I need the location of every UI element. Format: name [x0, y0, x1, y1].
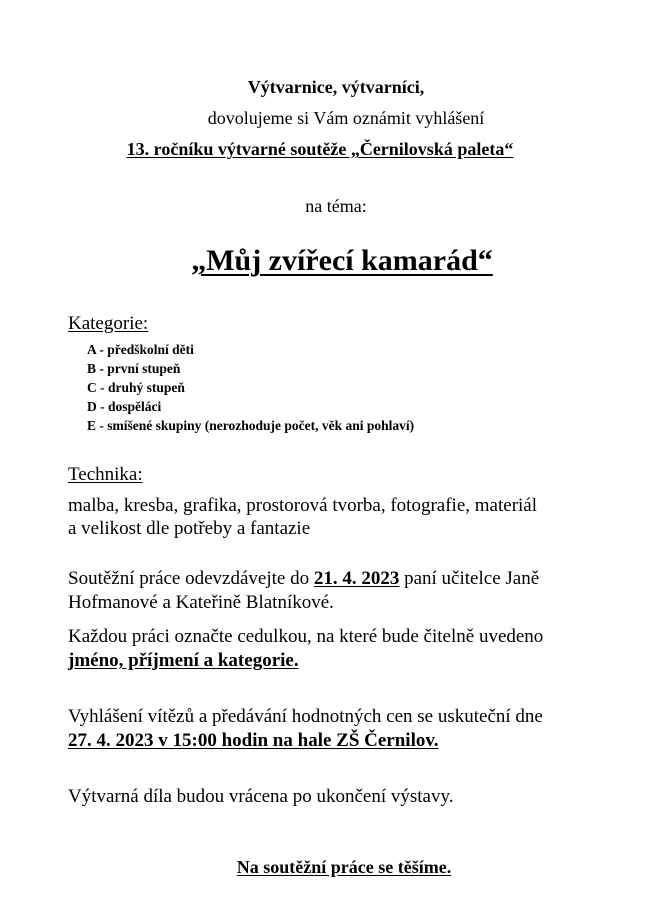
theme-intro: na téma:: [305, 196, 367, 216]
closing-text: Na soutěžní práce se těšíme.: [236, 857, 452, 877]
category-item: C - druhý stupeň: [87, 380, 185, 395]
contest-line: [0, 139, 656, 160]
theme-title-text: „Můj zvířecí kamarád“: [191, 244, 493, 277]
label-instruction: Každou práci označte cedulkou, na které bude čitelně uvedeno: [68, 626, 544, 647]
return-note: Výtvarná díla budou vrácena po ukončení výstavy.: [68, 786, 454, 807]
greeting: Výtvarnice, výtvarníci,: [247, 77, 425, 97]
technique-line: a velikost dle potřeby a fantazie: [68, 518, 311, 539]
announcement-date-place: 27. 4. 2023 v 15:00 hodin na hale ZŠ Černilov.: [68, 730, 439, 751]
category-item: A - předškolní děti: [87, 342, 194, 357]
theme-title: [6, 244, 672, 279]
category-item: E - smíšené skupiny (nerozhoduje počet, věk ani pohlaví): [87, 418, 415, 433]
submission-deadline: 21. 4. 2023: [313, 568, 400, 589]
announcement-line: Vyhlášení vítězů a předávání hodnotných cen se uskuteční dne: [68, 706, 543, 727]
category-item: B - první stupeň: [87, 361, 181, 376]
intro-line: dovolujeme si Vám oznámit vyhlášení: [207, 108, 485, 128]
submission-text: Soutěžní práce odevzdávejte do: [68, 568, 314, 589]
categories-heading: Kategorie:: [68, 313, 149, 334]
technique-heading: Technika:: [68, 464, 143, 485]
technique-line: malba, kresba, grafika, prostorová tvorba, fotografie, materiál: [68, 495, 538, 516]
submission-line: [68, 568, 539, 590]
submission-line: Hofmanové a Kateřině Blatníkové.: [68, 592, 334, 613]
closing-line: [8, 857, 672, 878]
submission-text: paní učitelce Janě: [399, 568, 540, 589]
category-item: D - dospěláci: [87, 399, 162, 414]
contest-name: 13. ročníku výtvarné soutěže „Černilovská paleta“: [126, 139, 514, 159]
label-fields: jméno, příjmení a kategorie.: [68, 650, 299, 671]
